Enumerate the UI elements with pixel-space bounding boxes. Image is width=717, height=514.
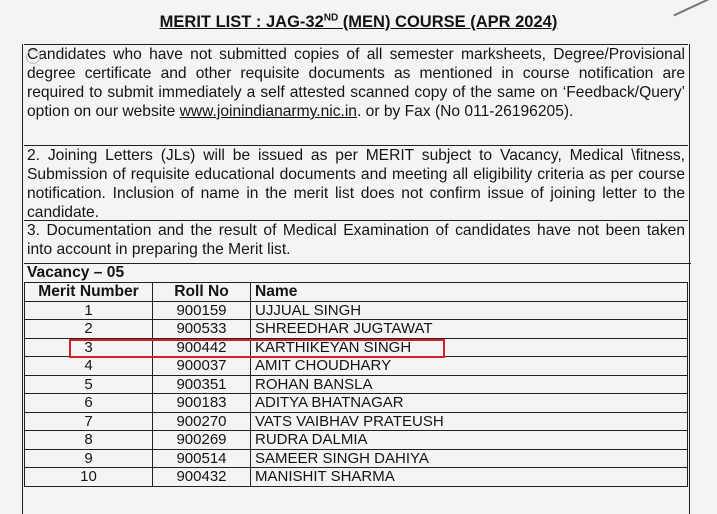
roll-no-cell: 900183 [153,394,251,413]
roll-no-cell: 900533 [153,320,251,339]
note-2 [24,145,688,220]
merit-number-cell: 10 [25,468,153,487]
merit-number-cell: 5 [25,375,153,394]
page-title [0,12,717,32]
note-3 [24,220,688,263]
table-row [25,431,688,450]
merit-number-cell: 7 [25,412,153,431]
table-row [25,357,688,376]
header-merit-number: Merit Number [25,283,153,302]
name-cell: RUDRA DALMIA [251,431,688,450]
name-cell: MANISHIT SHARMA [251,468,688,487]
merit-number-cell: 8 [25,431,153,450]
note-2-text: 2. Joining Letters (JLs) will be issued as per MERIT subject to Vacancy, Medical \fitness, Submission of requisite educational documents and meeting all eligibility criteria as per course notification. Inclusion of name in the merit list does not confirm issue of joining letter to the candidate. [27,147,685,221]
name-cell: SAMEER SINGH DAHIYA [251,449,688,468]
note-1-text: Candidates who have not submitted copies of all semester marksheets, Degree/Provisional degree certificate and other requisite documents as mentioned in course notification are required to submit immediately a self attested scanned copy of the same on ‘Feedback/Query’ option on our website [27,46,685,120]
roll-no-cell: 900442 [153,338,251,357]
merit-number-cell: 3 [25,338,153,357]
merit-number-cell: 9 [25,449,153,468]
roll-no-cell: 900269 [153,431,251,450]
name-cell: SHREEDHAR JUGTAWAT [251,320,688,339]
header-roll-no: Roll No [153,283,251,302]
header-name: Name [251,283,688,302]
note-3-text: 3. Documentation and the result of Medical Examination of candidates have not been taken into account in preparing the Merit list. [27,222,685,258]
title-superscript: ND [323,12,339,23]
table-row [25,375,688,394]
vacancy-label: Vacancy – 05 [24,263,691,283]
name-cell: UJJUAL SINGH [251,301,688,320]
roll-no-cell: 900159 [153,301,251,320]
merit-table [24,282,688,487]
merit-number-cell: 4 [25,357,153,376]
table-row [25,412,688,431]
merit-number-cell: 2 [25,320,153,339]
stamp-circle-icon [26,50,40,64]
table-row [25,301,688,320]
note-1-tail: . or by Fax (No 011-26196205). [356,103,574,120]
name-cell: ADITYA BHATNAGAR [251,394,688,413]
table-row [25,394,688,413]
merit-number-cell: 1 [25,301,153,320]
roll-no-cell: 900432 [153,468,251,487]
title-suffix: (MEN) COURSE (APR 2024) [338,12,558,31]
table-header-row [25,283,688,302]
roll-no-cell: 900351 [153,375,251,394]
website-link[interactable]: www.joinindianarmy.nic.in [179,103,357,120]
roll-no-cell: 900037 [153,357,251,376]
title-prefix: MERIT LIST : JAG-32 [159,12,324,31]
roll-no-cell: 900514 [153,449,251,468]
name-cell: KARTHIKEYAN SINGH [251,338,688,357]
table-row [25,320,688,339]
merit-number-cell: 6 [25,394,153,413]
table-row [25,449,688,468]
name-cell: AMIT CHOUDHARY [251,357,688,376]
note-1 [24,44,688,145]
table-row [25,468,688,487]
name-cell: ROHAN BANSLA [251,375,688,394]
roll-no-cell: 900270 [153,412,251,431]
highlight-box [69,339,445,358]
name-cell: VATS VAIBHAV PRATEUSH [251,412,688,431]
